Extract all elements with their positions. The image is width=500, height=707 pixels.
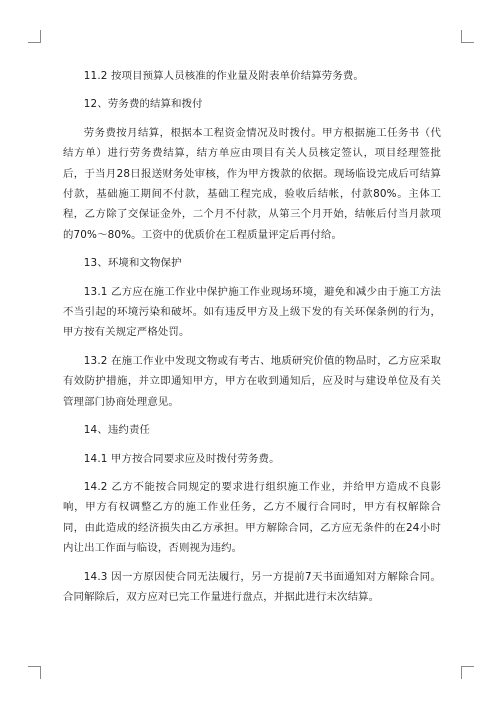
clause-14-3: 14.3 因一方原因使合同无法履行，另一方提前7天书面通知对方解除合同。合同解除后，双方应对已完工作量进行盘点，并据此进行末次结算。 xyxy=(63,570,441,603)
clause-13-2: 13.2 在施工作业中发现文物或有考古、地质研究价值的物品时，乙方应采取有效防护措施，并立即通知甲方，甲方在收到通知后，应及时与建设单位及有关管理部门协商处理意见。 xyxy=(63,354,441,408)
clause-14-1: 14.1 甲方按合同要求应及时拨付劳务费。 xyxy=(83,452,280,465)
clause-14-2: 14.2 乙方不能按合同规定的要求进行组织施工作业，并给甲方造成不良影响，甲方有权调整乙方的施工作业任务，乙方不履行合同时，甲方有权解除合同，由此造成的经济损失由乙方承担。甲方解除合同，乙方应无条件的在24小时内让出工作面与临设，否则视为违约。 xyxy=(63,480,441,555)
crop-mark-top-left xyxy=(28,30,41,43)
crop-mark-bottom-right xyxy=(461,666,474,679)
clause-13-1: 13.1 乙方应在施工作业中保护施工作业现场环境，避免和减少由于施工方法不当引起的环境污染和破坏。如有违反甲方及上级下发的有关环保条例的行为，甲方按有关规定严格处罚。 xyxy=(63,285,441,339)
labor-fee-settlement-paragraph: 劳务费按月结算，根据本工程资金情况及时拨付。甲方根据施工任务书（代结方单）进行劳务费结算，结方单应由项目有关人员核定签认，项目经理签批后，于当月28日报送财务处审核，作为甲方拨款的依据。现场临设完成后可结算付款，基础施工期间不付款，基础工程完成，验收后结帐，付款80%。主体工程，乙方除了交保证金外，二个月不付款，从第三个月开始，结帐后付当月款项的70%～80%。工资中的优质价在工程质量评定后再付给。 xyxy=(63,126,441,241)
section-heading-14: 14、违约责任 xyxy=(83,424,151,437)
document-body xyxy=(63,66,441,615)
crop-mark-top-right xyxy=(461,30,474,43)
section-heading-12: 12、劳务费的结算和拨付 xyxy=(83,98,203,111)
section-heading-13: 13、环境和文物保护 xyxy=(83,257,182,270)
clause-11-2: 11.2 按项目预算人员核准的作业量及附表单价结算劳务费。 xyxy=(83,70,364,82)
crop-mark-bottom-left xyxy=(28,666,41,679)
